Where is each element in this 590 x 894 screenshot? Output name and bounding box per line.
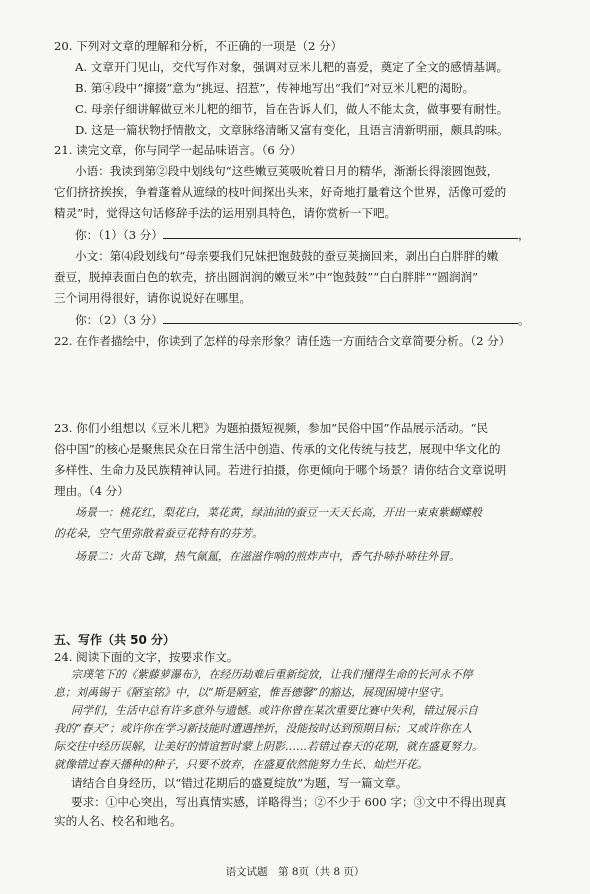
q21-xiaoyu-line: 精灵”时，觉得这句话修辞手法的运用别具特色，请你赏析一下吧。 [54, 206, 397, 220]
q20-option-a: A. 文章开门见山，交代写作对象，强调对豆米儿粑的喜爱，奠定了全文的感情基调。 [75, 60, 509, 74]
q20-stem: 20. 下列对文章的理解和分析，不正确的一项是（2 分） [54, 39, 343, 53]
answer-line [163, 227, 518, 239]
q21-xiaoyu-line: 小语：我读到第②段中划线句“这些嫩豆荚吸吮着日月的精华，渐渐长得滚圆饱鼓， [75, 164, 499, 178]
q21-answer1: 你：（1）（3 分） ， [75, 228, 530, 242]
q24-prompt-line: 我的“春天”；或许你在学习新技能时遭遇挫折，没能按时达到预期目标；又或许你在人 [54, 722, 473, 735]
q24-task: 请结合自身经历，以“错过花期后的盛夏绽放”为题，写一篇文章。 [71, 776, 408, 790]
q21-answer1-label: 你：（1）（3 分） [75, 228, 163, 242]
q23-line: 理由。（4 分） [54, 484, 129, 498]
q20-option-d: D. 这是一篇状物抒情散文，文章脉络清晰又富有变化，且语言清新明丽，颇具韵味。 [75, 123, 509, 137]
q21-answer2-label: 你：（2）（3 分） [75, 313, 163, 327]
q24-requirements-line: 实的人名、校名和地名。 [54, 814, 182, 828]
section5-title: 五、写作（共 50 分） [54, 633, 176, 647]
q23-scene1-line: 的花朵，空气里弥散着蚕豆花特有的芬芳。 [54, 527, 263, 540]
q20-option-c: C. 母亲仔细讲解做豆米儿粑的细节，旨在告诉人们，做人不能太贪，做事要有耐性。 [75, 102, 509, 116]
q24-prompt-line: 际交往中经历误解，让美好的情谊暂时蒙上阴影……若错过春天的花期，就在盛夏努力。 [54, 740, 483, 753]
q23-line: 多样性、生命力及民族精神认同。若进行拍摄，你更倾向于哪个场景？请你结合文章说明 [54, 463, 507, 477]
q21-xiaoyu-line: 它们挤挤挨挨，争着蓬着从遮绿的枝叶间探出头来，好奇地打量着这个世界，活像可爱的 [54, 185, 507, 199]
q24-stem: 24. 阅读下面的文字，按要求作文。 [54, 650, 239, 664]
q24-prompt-line: 宗璞笔下的《紫藤萝瀑布》，在经历劫难后重新绽放，让我们懂得生命的长河永不停 [71, 668, 473, 681]
q24-prompt-line: 息；刘禹锡于《陋室铭》中，以“斯是陋室，惟吾德馨”的豁达，展现困境中坚守。 [54, 686, 451, 699]
q24-requirements-line: 要求：①中心突出，写出真情实感，详略得当；②不少于 600 字；③文中不得出现真 [71, 795, 507, 809]
q23-line: 23. 你们小组想以《豆米儿粑》为题拍摄短视频，参加“民俗中国”作品展示活动。“民 [54, 421, 489, 435]
q22-stem: 22. 在作者描绘中，你读到了怎样的母亲形象？请任选一方面结合文章简要分析。（2 分） [54, 334, 511, 348]
q24-prompt-line: 就像错过春天播种的种子，只要不放弃，在盛夏依然能努力生长、灿烂开花。 [54, 758, 428, 771]
q21-answer2: 你：（2）（3 分） 。 [75, 313, 530, 327]
q21-stem: 21. 读完文章，你与同学一起品味语言。（6 分） [54, 143, 302, 157]
q23-line: 俗中国”的核心是聚焦民众在日常生活中创造、传承的文化传统与技艺，展现中华文化的 [54, 442, 501, 456]
q20-option-b: B. 第④段中“撺掇”意为“挑逗、招惹”，传神地写出“我们”对豆米儿粑的渴盼。 [75, 81, 475, 95]
page-footer: 语文试题 第 8页（共 8 页） [225, 866, 365, 878]
q23-scene1-line: 场景一：桃花红，梨花白，菜花黄，绿油油的蚕豆一天天长高，开出一束束紫蝴蝶般 [75, 506, 482, 519]
q23-scene2: 场景二：火苗飞蹿，热气氤氲，在滋滋作响的煎炸声中，香气扑哧扑哧往外冒。 [75, 550, 460, 563]
q21-xiaowen-line: 蚕豆，脱掉表面白色的软壳，挤出圆润润的嫩豆米”中“饱鼓鼓”“白白胖胖”“圆润润” [54, 270, 479, 284]
q24-prompt-line: 同学们，生活中总有许多意外与遗憾。或许你曾在某次重要比赛中失利，错过展示自 [71, 704, 478, 717]
q21-xiaowen-line: 小文：第⑷段划线句“母亲要我们兄妹把饱鼓鼓的蚕豆荚摘回来，剥出白白胖胖的嫩 [75, 249, 499, 263]
answer-line [163, 312, 518, 324]
q21-xiaowen-line: 三个词用得很好，请你说说好在哪里。 [54, 291, 252, 305]
